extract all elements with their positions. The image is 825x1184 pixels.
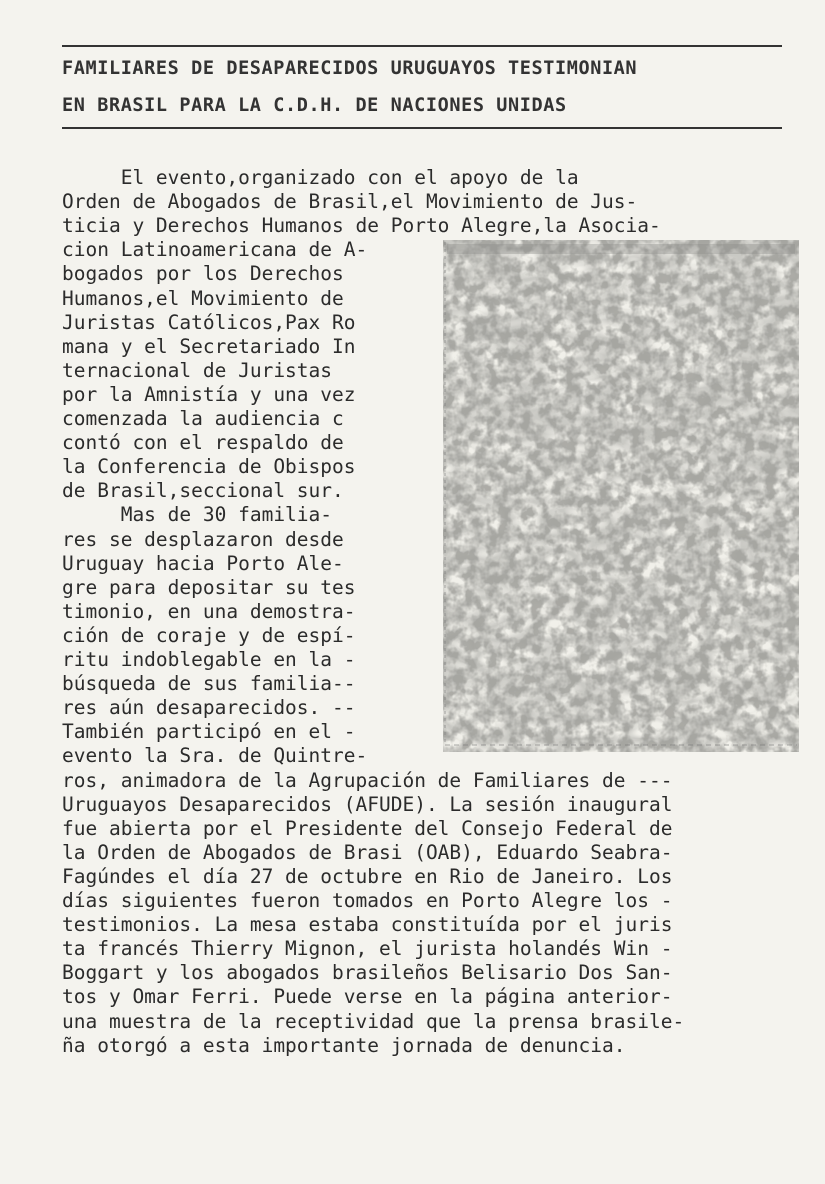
- body-line: gre para depositar su tes: [62, 575, 356, 599]
- body-line: tos y Omar Ferri. Puede verse en la página anterior-: [62, 985, 673, 1009]
- body-line: testimonios. La mesa estaba constituída por el juris: [62, 913, 673, 937]
- body-line: ros, animadora de la Agrupación de Familiares de ---: [62, 768, 673, 792]
- halftone-photo: [443, 240, 799, 752]
- body-line: bogados por los Derechos: [62, 262, 344, 286]
- body-line: ción de coraje y de espí-: [62, 623, 356, 647]
- body-line: la Orden de Abogados de Brasi (OAB), Eduardo Seabra-: [62, 840, 673, 864]
- body-line: res aún desaparecidos. --: [62, 696, 356, 720]
- body-line: ta francés Thierry Mignon, el jurista holandés Win -: [62, 937, 673, 961]
- body-line: mana y el Secretariado In: [62, 334, 356, 358]
- body-line: días siguientes fueron tomados en Porto Alegre los -: [62, 889, 673, 912]
- body-line: ternacional de Juristas: [62, 358, 333, 382]
- body-line: Orden de Abogados de Brasil,el Movimiento de Jus-: [62, 190, 638, 214]
- body-line: contó con el respaldo de: [62, 431, 344, 455]
- body-line: ritu indoblegable en la -: [62, 648, 356, 671]
- body-line: la Conferencia de Obispos: [62, 455, 356, 479]
- body-line: timonio, en una demostra-: [62, 599, 356, 623]
- body-line: El evento,organizado con el apoyo de la: [62, 166, 579, 189]
- body-line: una muestra de la receptividad que la prensa brasile-: [62, 1009, 685, 1033]
- body-line: de Brasil,seccional sur.: [62, 479, 344, 503]
- body-line: Juristas Católicos,Pax Ro: [62, 310, 356, 334]
- body-line: cion Latinoamericana de A-: [62, 238, 368, 262]
- body-line: Fagúndes el día 27 de octubre en Rio de Janeiro. Los: [62, 864, 673, 888]
- photo-texture: [443, 240, 799, 752]
- body-line: Boggart y los abogados brasileños Belisario Dos San-: [62, 961, 673, 985]
- headline-line-1: FAMILIARES DE DESAPARECIDOS URUGUAYOS TESTIMONIAN: [62, 58, 638, 79]
- body-line: evento la Sra. de Quintre-: [62, 744, 368, 768]
- body-line: comenzada la audiencia c: [62, 407, 344, 430]
- body-line: Humanos,el Movimiento de: [62, 286, 344, 310]
- body-line: res se desplazaron desde: [62, 527, 344, 551]
- body-line: búsqueda de sus familia--: [62, 672, 356, 696]
- top-rule: [62, 45, 782, 47]
- body-line: ticia y Derechos Humanos de Porto Alegre,la Asocia-: [62, 214, 661, 238]
- body-line: ña otorgó a esta importante jornada de denuncia.: [62, 1033, 626, 1057]
- body-line: por la Amnistía y una vez: [62, 382, 356, 406]
- body-line: Mas de 30 familia-: [62, 503, 333, 527]
- headline-line-2: EN BRASIL PARA LA C.D.H. DE NACIONES UNIDAS: [62, 95, 567, 116]
- body-line: También participó en el -: [62, 720, 356, 744]
- body-line: Uruguayos Desaparecidos (AFUDE). La sesión inaugural: [62, 792, 673, 816]
- body-line: fue abierta por el Presidente del Consejo Federal de: [62, 816, 673, 840]
- headline-rule: [62, 127, 782, 129]
- body-line: Uruguay hacia Porto Ale-: [62, 551, 344, 575]
